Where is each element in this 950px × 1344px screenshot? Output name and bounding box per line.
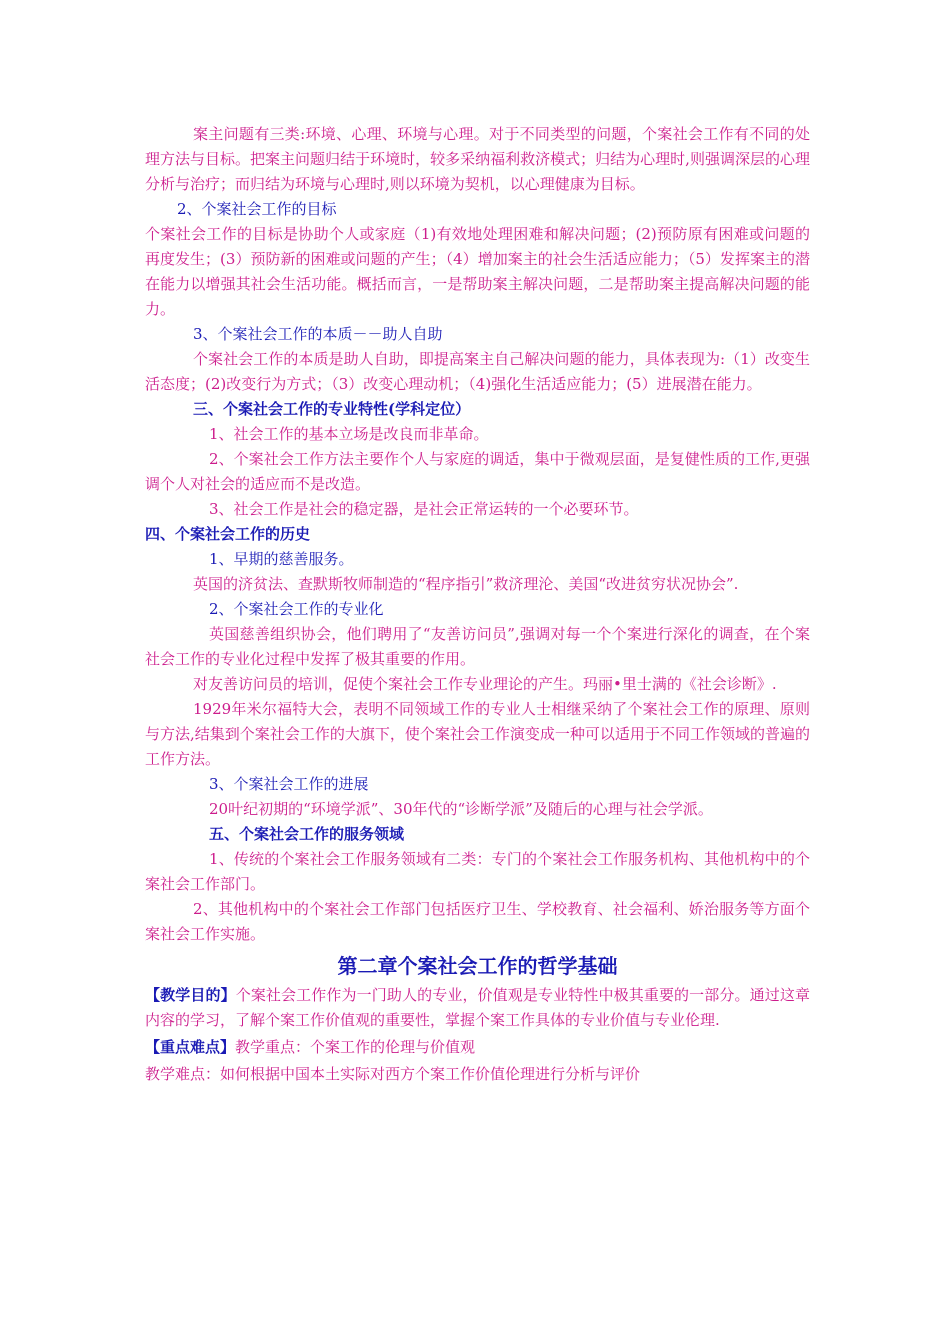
item-3-2: 2、个案社会工作方法主要作个人与家庭的调适，集中于微观层面，是复健性质的工作,更强调个人对社会的适应而不是改造。	[145, 450, 810, 493]
paragraph-goals: 个案社会工作的目标是协助个人或家庭（1)有效地处理困难和解决问题；(2)预防原有困难或问题的再度发生；(3）预防新的困难或问题的产生；（4）增加案主的社会生活适应能力；（5）发挥案主的潜在能力以增强其社会生活功能。概括而言，一是帮助案主解决问题，二是帮助案主提高解决问题的能力。	[145, 225, 810, 318]
heading-goals: 2、个案社会工作的目标	[177, 200, 337, 218]
heading-essence: 3、个案社会工作的本质－－助人自助	[193, 325, 443, 343]
difficulty-paragraph: 教学难点：如何根据中国本土实际对西方个案工作价值伦理进行分析与评价	[145, 1065, 641, 1083]
item-3-3: 3、社会工作是社会的稳定器，是社会正常运转的一个必要环节。	[209, 500, 639, 518]
item-4-1-paragraph: 英国的济贫法、查默斯牧师制造的“程序指引”救济理沦、美国“改进贫穷状况协会”.	[193, 575, 739, 593]
document-page	[145, 122, 810, 1087]
item-4-3: 3、个案社会工作的进展	[209, 775, 369, 793]
item-4-1: 1、早期的慈善服务。	[209, 550, 354, 568]
item-4-2-paragraph-3: 1929年米尔福特大会，表明不同领域工作的专业人士相继采纳了个案社会工作的原理、原则与方法,结集到个案社会工作的大旗下，使个案社会工作演变成一种可以适用于不同工作领域的普遍的工作方法。	[145, 700, 810, 768]
teaching-goal-paragraph	[145, 983, 810, 1033]
item-3-1: 1、社会工作的基本立场是改良而非革命。	[209, 425, 489, 443]
key-points-text: 教学重点：个案工作的伦理与价值观	[235, 1038, 476, 1056]
section-heading-3: 三、个案社会工作的专业特性(学科定位）	[193, 400, 471, 418]
teaching-goal-label: 【教学目的】	[145, 986, 236, 1004]
item-4-2: 2、个案社会工作的专业化	[209, 600, 384, 618]
item-4-2-paragraph-2: 对友善访问员的培训，促使个案社会工作专业理论的产生。玛丽•里士满的《社会诊断》.	[193, 675, 777, 693]
chapter-title: 第二章个案社会工作的哲学基础	[337, 954, 618, 978]
item-5-2: 2、其他机构中的个案社会工作部门包括医疗卫生、学校教育、社会福利、娇治服务等方面个案社会工作实施。	[145, 900, 810, 943]
key-points-paragraph	[145, 1035, 810, 1060]
section-heading-4: 四、个案社会工作的历史	[145, 525, 311, 543]
section-heading-5: 五、个案社会工作的服务领域	[209, 825, 405, 843]
key-points-label: 【重点难点】	[145, 1038, 236, 1056]
item-4-3-paragraph: 20叶纪初期的“环境学派”、30年代的“诊断学派”及随后的心理与社会学派。	[209, 800, 713, 818]
item-4-2-paragraph-1: 英国慈善组织协会，他们聘用了“友善访问员”,强调对每一个个案进行深化的调查，在个案社会工作的专业化过程中发挥了极其重要的作用。	[145, 625, 810, 668]
paragraph-essence: 个案社会工作的本质是助人自助，即提高案主自己解决问题的能力，具体表现为:（1）改变生活态度；(2)改变行为方式；（3）改变心理动机；（4)强化生活适应能力；(5）进展潜在能力。	[145, 350, 810, 393]
paragraph-client-problems: 案主问题有三类:环境、心理、环境与心理。对于不同类型的问题，个案社会工作有不同的处理方法与目标。把案主问题归结于环境时，较多采纳福利救济模式；归结为心理时,则强调深层的心理分析与治疗；而归结为环境与心理时,则以环境为契机，以心理健康为目标。	[145, 125, 810, 193]
teaching-goal-text: 个案社会工作作为一门助人的专业，价值观是专业特性中极其重要的一部分。通过这章内容的学习，了解个案工作价值观的重要性，掌握个案工作具体的专业价值与专业伦理.	[145, 986, 810, 1029]
item-5-1: 1、传统的个案社会工作服务领域有二类：专门的个案社会工作服务机构、其他机构中的个案社会工作部门。	[145, 850, 810, 893]
